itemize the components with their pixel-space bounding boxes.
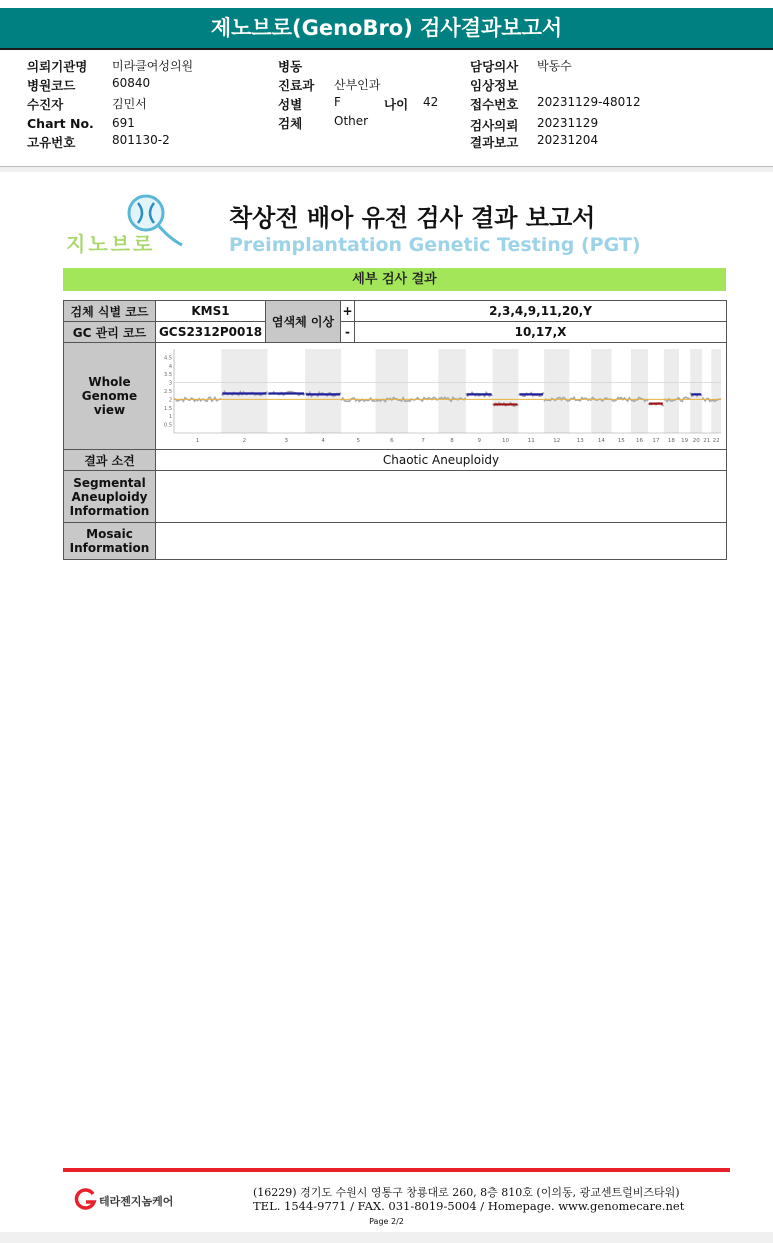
company-name: 테라젠지놈케어 xyxy=(99,1195,174,1208)
gain-list: 2,3,4,9,11,20,Y xyxy=(355,301,727,322)
gc-code-label: GC 관리 코드 xyxy=(64,322,156,343)
abnormality-label: 염색체 이상 xyxy=(266,301,341,343)
x-tick-label: 8 xyxy=(449,438,454,444)
sample-id-value: KMS1 xyxy=(156,301,266,322)
x-tick-label: 18 xyxy=(667,438,675,444)
logo-text: 지노브로 xyxy=(66,232,156,256)
mosaic-value xyxy=(156,523,727,560)
y-tick-label: 3.5 xyxy=(163,372,172,379)
field-label-institution: 의뢰기관명 xyxy=(27,59,88,74)
report-subtitle: Preimplantation Genetic Testing (PGT) xyxy=(229,234,641,256)
field-label-patient: 수진자 xyxy=(27,97,64,112)
chromosome-band xyxy=(544,349,569,433)
genome-view-label-line: Genome xyxy=(81,389,138,403)
field-label-department: 진료과 xyxy=(278,78,315,93)
segmental-label-line: Segmental xyxy=(73,475,146,490)
y-tick-label: 2.5 xyxy=(163,389,172,395)
header-title: 제노브로(GenoBro) 검사결과보고서 xyxy=(0,8,773,48)
y-tick-label: 2 xyxy=(168,397,172,404)
loss-sign: - xyxy=(341,322,355,343)
chromosome-band xyxy=(690,349,702,433)
field-value-report-date: 20231204 xyxy=(537,133,599,147)
x-tick-label: 13 xyxy=(576,438,584,444)
field-value-receipt-no: 20231129-48012 xyxy=(537,95,641,109)
field-value-patient: 김민서 xyxy=(112,97,147,111)
chromosome-band xyxy=(711,349,721,433)
x-tick-label: 17 xyxy=(651,438,659,444)
x-tick-label: 19 xyxy=(680,438,688,444)
x-tick-label: 1 xyxy=(195,438,199,444)
x-tick-label: 22 xyxy=(712,438,720,444)
x-tick-label: 11 xyxy=(527,438,535,444)
chromosome-band xyxy=(630,349,647,433)
x-tick-label: 4 xyxy=(320,438,325,444)
field-label-chart-no: Chart No. xyxy=(27,116,94,131)
sample-id-label: 검체 식별 코드 xyxy=(64,301,156,322)
field-value-doctor: 박동수 xyxy=(537,59,572,73)
footer-address: (16229) 경기도 수원시 영통구 창룡대로 260, 8층 810호 (이의동, 광교센트럴비즈타워) xyxy=(253,1186,680,1199)
field-label-report-date: 결과보고 xyxy=(470,135,519,150)
result-label: 결과 소견 xyxy=(64,450,156,471)
header-divider xyxy=(0,48,773,50)
x-tick-label: 5 xyxy=(356,438,360,444)
x-tick-label: 14 xyxy=(597,438,605,444)
y-tick-label: 0.5 xyxy=(163,422,172,429)
segmental-label xyxy=(64,471,156,523)
chromosome-band xyxy=(438,349,466,433)
x-tick-label: 3 xyxy=(284,438,288,444)
x-tick-label: 15 xyxy=(617,438,625,444)
field-value-department: 산부인과 xyxy=(334,78,381,92)
gc-code-value: GCS2312P0018 xyxy=(156,322,266,343)
genome-view-cell xyxy=(156,343,727,450)
y-tick-label: 3 xyxy=(168,380,172,387)
field-label-sex: 성별 xyxy=(278,97,303,112)
x-tick-label: 20 xyxy=(692,438,700,444)
result-value: Chaotic Aneuploidy xyxy=(156,450,727,471)
field-value-age: 42 xyxy=(423,95,439,109)
genome-view-label-line: Whole xyxy=(88,375,131,389)
field-value-hospital-code: 60840 xyxy=(112,76,151,90)
x-tick-label: 21 xyxy=(702,438,710,444)
company-logo-icon xyxy=(73,1188,97,1212)
y-tick-label: 1.5 xyxy=(163,405,172,412)
segmental-value xyxy=(156,471,727,523)
x-tick-label: 16 xyxy=(635,438,643,444)
field-value-request-date: 20231129 xyxy=(537,116,599,130)
footer-divider xyxy=(63,1168,730,1172)
chromosome-band xyxy=(492,349,518,433)
mosaic-label-line: Information xyxy=(69,541,150,555)
field-value-sex: F xyxy=(334,95,341,109)
y-tick-label: 4.5 xyxy=(163,355,172,362)
genome-view-label xyxy=(64,343,156,450)
field-value-chart-no: 691 xyxy=(112,116,135,130)
segmental-label-line: Aneuploidy xyxy=(71,489,148,504)
x-tick-label: 10 xyxy=(501,438,509,444)
chromosome-band xyxy=(591,349,611,433)
loss-list: 10,17,X xyxy=(355,322,727,343)
section-title: 세부 검사 결과 xyxy=(63,268,726,291)
field-label-specimen: 검체 xyxy=(278,116,303,131)
result-table xyxy=(63,300,727,560)
segmental-label-line: Information xyxy=(69,503,150,518)
field-value-specimen: Other xyxy=(334,114,369,128)
field-label-receipt-no: 접수번호 xyxy=(470,97,519,112)
field-value-institution: 미라클여성의원 xyxy=(112,59,194,73)
field-label-age: 나이 xyxy=(384,97,409,112)
x-tick-label: 2 xyxy=(242,438,246,444)
company-logo xyxy=(73,1186,183,1214)
chromosome-band xyxy=(663,349,678,433)
field-label-ward: 병동 xyxy=(278,59,303,74)
x-tick-label: 7 xyxy=(420,438,425,444)
gain-sign: + xyxy=(341,301,355,322)
y-tick-label: 4 xyxy=(168,363,172,370)
genome-view-label-line: view xyxy=(93,403,126,417)
chromosome-band xyxy=(221,349,267,433)
report-title: 착상전 배아 유전 검사 결과 보고서 xyxy=(229,204,596,232)
x-tick-label: 12 xyxy=(552,438,560,444)
field-label-unique-id: 고유번호 xyxy=(27,135,76,150)
mosaic-label-line: Mosaic xyxy=(86,527,133,541)
x-tick-label: 6 xyxy=(389,438,394,444)
field-label-request-date: 검사의뢰 xyxy=(470,118,519,133)
genome-view-chart xyxy=(159,343,724,446)
y-tick-label: 1 xyxy=(168,414,172,421)
field-label-clinical-info: 임상정보 xyxy=(470,78,519,93)
chromosome-band xyxy=(305,349,341,433)
chromosome-band xyxy=(375,349,407,433)
field-label-doctor: 담당의사 xyxy=(470,59,519,74)
mosaic-label xyxy=(64,523,156,560)
x-tick-label: 9 xyxy=(476,438,481,444)
footer-contact: TEL. 1544-9771 / FAX. 031-8019-5004 / Homepage. www.genomecare.net xyxy=(253,1199,685,1213)
field-label-hospital-code: 병원코드 xyxy=(27,78,76,93)
report-header xyxy=(0,0,773,167)
field-value-unique-id: 801130-2 xyxy=(112,133,170,147)
page-number: Page 2/2 xyxy=(369,1217,404,1226)
